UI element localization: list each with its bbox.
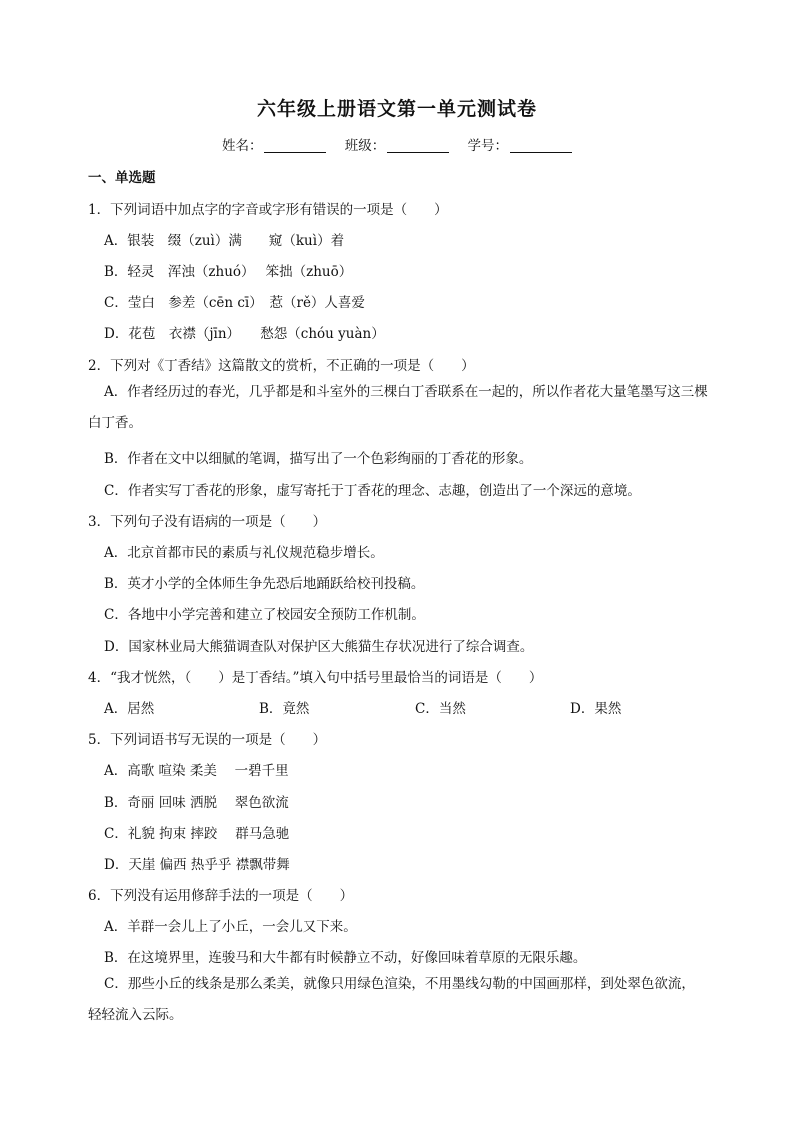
question-5-stem: 5．下列词语书写无误的一项是（ ） [88,732,327,748]
question-4-option-a: A．居然 [104,701,155,717]
id-label: 学号： [467,138,509,154]
name-blank[interactable] [264,138,326,153]
question-5-option-c: C．礼貌 拘束 摔跤 群马急驰 [104,826,290,842]
question-3-stem: 3．下列句子没有语病的一项是（ ） [88,514,327,530]
question-2-option-c: C．作者实写丁香花的形象，虚写寄托于丁香花的理念、志趣，创造出了一个深远的意境。 [104,483,641,499]
question-6-stem: 6．下列没有运用修辞手法的一项是（ ） [88,888,354,904]
class-label: 班级： [344,138,386,154]
question-4-option-d: D．果然 [570,701,622,717]
question-2-stem: 2．下列对《丁香结》这篇散文的赏析，不正确的一项是（ ） [88,358,475,374]
question-3-option-d: D．国家林业局大熊猫调查队对保护区大熊猫生存状况进行了综合调查。 [104,639,534,655]
question-1-option-a: A．银装 缀（zuì）满 窥（kuì）着 [104,233,345,249]
question-5-option-a: A．高歌 喧染 柔美 一碧千里 [104,763,289,779]
question-1-option-d: D．花苞 衣襟（jīn） 愁怨（chóu yuàn） [104,326,385,342]
question-2-option-b: B．作者在文中以细腻的笔调，描写出了一个色彩绚丽的丁香花的形象。 [104,451,533,467]
question-6-option-c: C．那些小丘的线条是那么柔美，就像只用绿色渲染，不用墨线勾勒的中国画那样，到处翠色欲流，轻轻流入云际。 [88,976,695,1023]
question-3-option-b: B．英才小学的全体师生争先恐后地踊跃给校刊投稿。 [104,576,425,592]
section-heading: 一、单选题 [88,170,156,186]
question-5-option-d: D．天崖 偏西 热乎乎 襟飘带舞 [104,857,290,873]
class-blank[interactable] [387,138,449,153]
question-3-option-a: A．北京首都市民的素质与礼仪规范稳步增长。 [104,545,384,561]
question-4-option-b: B．竟然 [259,701,310,717]
question-3-option-c: C．各地中小学完善和建立了校园安全预防工作机制。 [104,607,425,623]
question-1-stem: 1．下列词语中加点字的字音或字形有错误的一项是（ ） [88,202,448,218]
page-title: 六年级上册语文第一单元测试卷 [256,98,537,120]
question-4-stem: 4．“我才恍然，（ ）是丁香结。”填入句中括号里最恰当的词语是（ ） [88,670,543,686]
name-label: 姓名： [221,138,263,154]
question-1-option-b: B．轻灵 浑浊（zhuó） 笨拙（zhuō） [104,264,353,280]
question-2-option-a: A．作者经历过的春光，几乎都是和斗室外的三棵白丁香联系在一起的，所以作者花大量笔墨写这三棵白丁香。 [88,384,708,431]
id-blank[interactable] [510,138,572,153]
question-1-option-c: C．莹白 参差（cēn cī） 惹（rě）人喜爱 [104,295,365,311]
question-5-option-b: B．奇丽 回味 洒脱 翠色欲流 [104,795,289,811]
question-6-option-b: B．在这境界里，连骏马和大牛都有时候静立不动，好像回味着草原的无限乐趣。 [104,950,587,966]
question-4-option-c: C．当然 [415,701,466,717]
question-6-option-a: A．羊群一会儿上了小丘，一会儿又下来。 [104,919,357,935]
student-info [0,134,794,154]
